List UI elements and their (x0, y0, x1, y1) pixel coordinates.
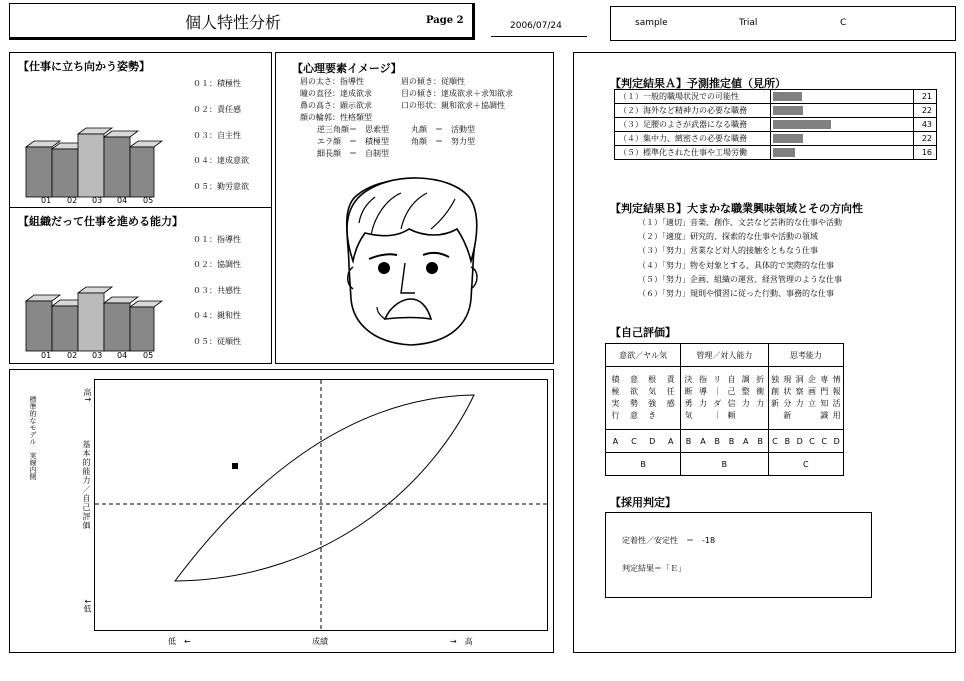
x-axis-high: → 高 (450, 637, 473, 646)
resultA-bar-cell (771, 90, 914, 104)
organization-bar-chart (20, 275, 170, 359)
self-eval-char: 門 (820, 387, 829, 396)
self-eval-char: 状 (783, 387, 792, 396)
self-eval-char: 行 (611, 411, 620, 420)
self-eval-item (794, 367, 806, 430)
self-eval-char: 衝 (756, 387, 765, 396)
resultA-value: 43 (914, 118, 937, 132)
stability-score: 定着性／安定性 ＝ -18 (622, 536, 716, 545)
self-eval-char: 立 (807, 399, 816, 408)
self-eval-group-grade: B (681, 453, 769, 476)
self-eval-char: 自 (727, 375, 736, 384)
attitude-bar-chart (20, 121, 170, 205)
psych-line: 瞳の直径：達成欲求 (300, 89, 372, 98)
interest-item: （２）「適度」研究的、探索的な仕事や活動の領域 (638, 232, 818, 241)
self-eval-char: 力 (795, 399, 804, 408)
self-eval-char: 情 (832, 375, 841, 384)
psych-line: 眉の傾き：従順性 (401, 77, 465, 86)
y-axis-high: 高↑ (83, 388, 92, 403)
self-eval-char: 信 (727, 399, 736, 408)
attitude-bar-label-3: 03 (92, 196, 103, 205)
resultA-value: 22 (914, 132, 937, 146)
right-eye (426, 262, 438, 274)
report-date: 2006/07/24 (510, 21, 562, 31)
x-axis-label: 成績 (312, 637, 328, 646)
self-eval-char (661, 410, 680, 422)
grade-code: C (840, 18, 847, 28)
self-eval-char: 画 (807, 387, 816, 396)
self-eval-char: 洞 (795, 375, 804, 384)
organization-bar-label-4: 04 (117, 351, 128, 360)
page-title: 個人特性分析 (185, 13, 282, 32)
self-eval-item (739, 367, 753, 430)
self-eval-group-label: 管理／対人能力 (681, 344, 769, 367)
self-eval-char: 決 (684, 375, 693, 384)
self-eval-group-grade-row (606, 453, 844, 476)
attitude-bar-label-2: 02 (67, 196, 78, 205)
resultA-bar (773, 148, 795, 157)
person-name: sample (635, 18, 668, 28)
self-eval-char: 気 (684, 411, 693, 420)
section-divider (10, 207, 271, 208)
self-eval-char (806, 410, 818, 422)
self-eval-char: 専 (820, 375, 829, 384)
attitude-title: 【仕事に立ち向かう姿勢】 (18, 60, 150, 73)
self-eval-item (710, 367, 724, 430)
self-eval-char: ｜ (713, 387, 722, 396)
self-eval-char: 気 (648, 387, 657, 396)
resultA-value: 16 (914, 146, 937, 160)
face-type: 逆三角顔＝ 思索型 (317, 125, 389, 134)
y-axis-low: ↓低 (83, 598, 92, 613)
resultA-bar (773, 134, 803, 143)
self-eval-table (605, 343, 844, 476)
resultA-bar (773, 120, 831, 129)
self-eval-char: 企 (807, 375, 816, 384)
resultA-label: （１）一般的職場状況での可能性 (615, 90, 771, 104)
self-eval-char: 欲 (629, 387, 638, 396)
self-eval-char: 活 (832, 399, 841, 408)
self-eval-char: 報 (832, 387, 841, 396)
attitude-panel (9, 52, 272, 364)
psych-line: 眉の太さ：指導性 (300, 77, 364, 86)
organization-item: ０１：指導性 (193, 235, 241, 244)
organization-bar-label-2: 02 (67, 351, 78, 360)
self-eval-grade-row (606, 430, 844, 453)
self-eval-char: 新 (770, 399, 779, 408)
x-axis-low: 低 ← (168, 637, 191, 646)
page-number: Page 2 (426, 15, 464, 26)
self-eval-item (661, 367, 680, 430)
self-eval-char: 根 (648, 375, 657, 384)
self-eval-char: 感 (666, 399, 675, 408)
test-kind: Trial (739, 18, 758, 28)
self-eval-grade: C (806, 430, 818, 453)
resultA-table (614, 89, 937, 160)
plot-vertical-note: 標準的なモデル 実線内側 (29, 396, 37, 480)
self-eval-group-grade: C (768, 453, 843, 476)
face-type: 細長顔 ＝ 自制型 (317, 149, 389, 158)
self-eval-grade: D (794, 430, 806, 453)
self-eval-item (806, 367, 818, 430)
self-eval-char: ダ (713, 399, 722, 408)
resultA-row (615, 132, 937, 146)
ability-plot (94, 379, 548, 631)
self-eval-char: 己 (727, 387, 736, 396)
interest-item: （４）「努力」物を対象とする、具体的で実際的な仕事 (638, 261, 834, 270)
attitude-item: ０２：責任感 (193, 105, 241, 114)
interest-item: （１）「適切」音楽、創作、文芸など芸術的な仕事や活動 (638, 218, 842, 227)
resultA-row (615, 90, 937, 104)
face-type: 角顔 ＝ 努力型 (411, 137, 475, 146)
bar-05 (130, 141, 162, 197)
self-eval-char: 察 (795, 387, 804, 396)
resultA-bar-cell (771, 146, 914, 160)
title-box (9, 3, 475, 40)
self-eval-grade: B (710, 430, 724, 453)
self-eval-items-row (606, 367, 844, 430)
resultA-bar-cell (771, 118, 914, 132)
self-eval-char: 勇 (684, 399, 693, 408)
face-illustration (331, 171, 491, 351)
self-eval-item (753, 367, 768, 430)
self-eval-grade: B (781, 430, 793, 453)
organization-item: ０４：親和性 (193, 311, 241, 320)
self-eval-item (643, 367, 661, 430)
psych-line: 顔の輪郭：性格類型 (300, 113, 372, 122)
psych-line: 口の形状：親和欲求＋協調性 (401, 101, 505, 110)
organization-bar-label-1: 01 (41, 351, 52, 360)
resultA-label: （５）標準化された仕事や工場労働 (615, 146, 771, 160)
self-eval-grade: A (739, 430, 753, 453)
self-eval-group-grade: B (606, 453, 681, 476)
psych-panel (275, 52, 554, 364)
ability-plot-panel (9, 369, 554, 653)
adoption-box (605, 512, 872, 598)
self-eval-char (739, 410, 753, 422)
face-type: 丸顔 ＝ 活動型 (411, 125, 475, 134)
date-underline (491, 36, 587, 37)
resultA-label: （２）海外など精神力の必要な職務 (615, 104, 771, 118)
self-eval-char: 導 (698, 387, 707, 396)
interest-item: （５）「努力」企画、組織の運営、経営管理のような仕事 (638, 275, 842, 284)
resultA-bar-cell (771, 104, 914, 118)
self-eval-char: 任 (666, 387, 675, 396)
self-eval-char (769, 410, 782, 422)
resultA-value: 21 (914, 90, 937, 104)
psych-title: 【心理要素イメージ】 (292, 62, 402, 75)
resultA-row (615, 118, 937, 132)
resultB-title: 【判定結果Ｂ】大まかな職業興味領域とその方向性 (610, 202, 863, 215)
adoption-result: 判定結果＝「Ｅ」 (622, 564, 686, 573)
self-eval-grade: D (643, 430, 661, 453)
self-eval-char: 勢 (629, 399, 638, 408)
self-eval-grade: C (818, 430, 830, 453)
self-eval-item (681, 367, 696, 430)
psych-line: 鼻の高さ：顕示欲求 (300, 101, 372, 110)
organization-item: ０３：共感性 (193, 286, 241, 295)
self-eval-grade: B (753, 430, 768, 453)
resultA-label: （３）足腰のよさが武器になる職務 (615, 118, 771, 132)
self-eval-char: 整 (741, 387, 750, 396)
self-eval-item (606, 367, 625, 430)
self-eval-item (818, 367, 830, 430)
self-eval-item (724, 367, 738, 430)
subject-point (232, 463, 238, 469)
psych-line: 目の傾き：達成欲求＋求知欲求 (401, 89, 513, 98)
self-eval-item (696, 367, 710, 430)
attitude-item: ０４：達成意欲 (193, 156, 249, 165)
attitude-bar-label-1: 01 (41, 196, 52, 205)
face-type: エラ顔 ＝ 積極型 (317, 137, 389, 146)
bar-05 (130, 301, 162, 351)
self-eval-title: 【自己評価】 (610, 326, 676, 339)
self-eval-grade: A (696, 430, 710, 453)
resultA-bar (773, 106, 803, 115)
left-eye (378, 262, 390, 274)
results-panel (573, 52, 956, 653)
resultA-bar-cell (771, 132, 914, 146)
organization-item: ０５：従順性 (193, 337, 241, 346)
self-eval-char (696, 410, 710, 422)
self-eval-char: 責 (666, 375, 675, 384)
resultA-value: 22 (914, 104, 937, 118)
self-eval-grade: C (768, 430, 781, 453)
self-eval-char: 識 (820, 411, 829, 420)
self-eval-char: 力 (698, 399, 707, 408)
attitude-item: ０５：勤労意欲 (193, 182, 249, 191)
organization-bar-label-5: 05 (143, 351, 154, 360)
self-eval-item (625, 367, 643, 430)
interest-item: （６）「努力」規則や慣習に従った行動、事務的な仕事 (638, 289, 834, 298)
self-eval-char: 調 (741, 375, 750, 384)
self-eval-char: 実 (611, 399, 620, 408)
self-eval-char (794, 410, 806, 422)
self-eval-char: リ (713, 375, 722, 384)
y-axis-label: 基本的能力／自己評価 (82, 440, 91, 530)
self-eval-char: 極 (611, 387, 620, 396)
attitude-bar-label-5: 05 (143, 196, 154, 205)
self-eval-char: き (648, 411, 657, 420)
self-eval-char: 力 (756, 399, 765, 408)
self-eval-char: 独 (770, 375, 779, 384)
self-eval-header-row (606, 344, 844, 367)
self-eval-char: 意 (629, 411, 638, 420)
self-eval-grade: A (606, 430, 625, 453)
self-eval-item (830, 367, 843, 430)
self-eval-char: 折 (756, 375, 765, 384)
adoption-title: 【採用判定】 (610, 496, 676, 509)
self-eval-group-label: 思考能力 (768, 344, 843, 367)
self-eval-char: 強 (648, 399, 657, 408)
attitude-bar-label-4: 04 (117, 196, 128, 205)
self-eval-char: 現 (783, 375, 792, 384)
self-eval-grade: B (681, 430, 696, 453)
resultA-row (615, 104, 937, 118)
attitude-item: ０１：積極性 (193, 79, 241, 88)
self-eval-char: 積 (611, 375, 620, 384)
organization-title: 【組織だって仕事を進める能力】 (18, 215, 183, 228)
self-eval-grade: C (625, 430, 643, 453)
attitude-item: ０３：自主性 (193, 131, 241, 140)
self-eval-char: 力 (741, 399, 750, 408)
self-eval-char: 断 (684, 387, 693, 396)
self-eval-char: 知 (820, 399, 829, 408)
self-eval-grade: B (724, 430, 738, 453)
self-eval-char: 分 (783, 399, 792, 408)
self-eval-grade: D (830, 430, 843, 453)
self-eval-char: 指 (698, 375, 707, 384)
self-eval-char: ｜ (713, 411, 722, 420)
self-eval-char: 用 (832, 411, 841, 420)
resultA-label: （４）集中力、緻密さの必要な職務 (615, 132, 771, 146)
resultA-title: 【判定結果Ａ】予測推定値（見所） (610, 77, 786, 90)
interest-item: （３）「努力」営業など対人的接触をともなう仕事 (638, 246, 818, 255)
self-eval-char: 頼 (727, 411, 736, 420)
self-eval-char (753, 410, 768, 422)
self-eval-char: 創 (770, 387, 779, 396)
self-eval-group-label: 意欲／ヤル気 (606, 344, 681, 367)
self-eval-char: 意 (629, 375, 638, 384)
organization-bar-label-3: 03 (92, 351, 103, 360)
self-eval-item (781, 367, 793, 430)
self-eval-item (768, 367, 781, 430)
resultA-row (615, 146, 937, 160)
organization-item: ０２：協調性 (193, 260, 241, 269)
self-eval-grade: A (661, 430, 680, 453)
info-box (610, 6, 956, 41)
self-eval-char: 新 (783, 411, 792, 420)
resultA-bar (773, 92, 802, 101)
